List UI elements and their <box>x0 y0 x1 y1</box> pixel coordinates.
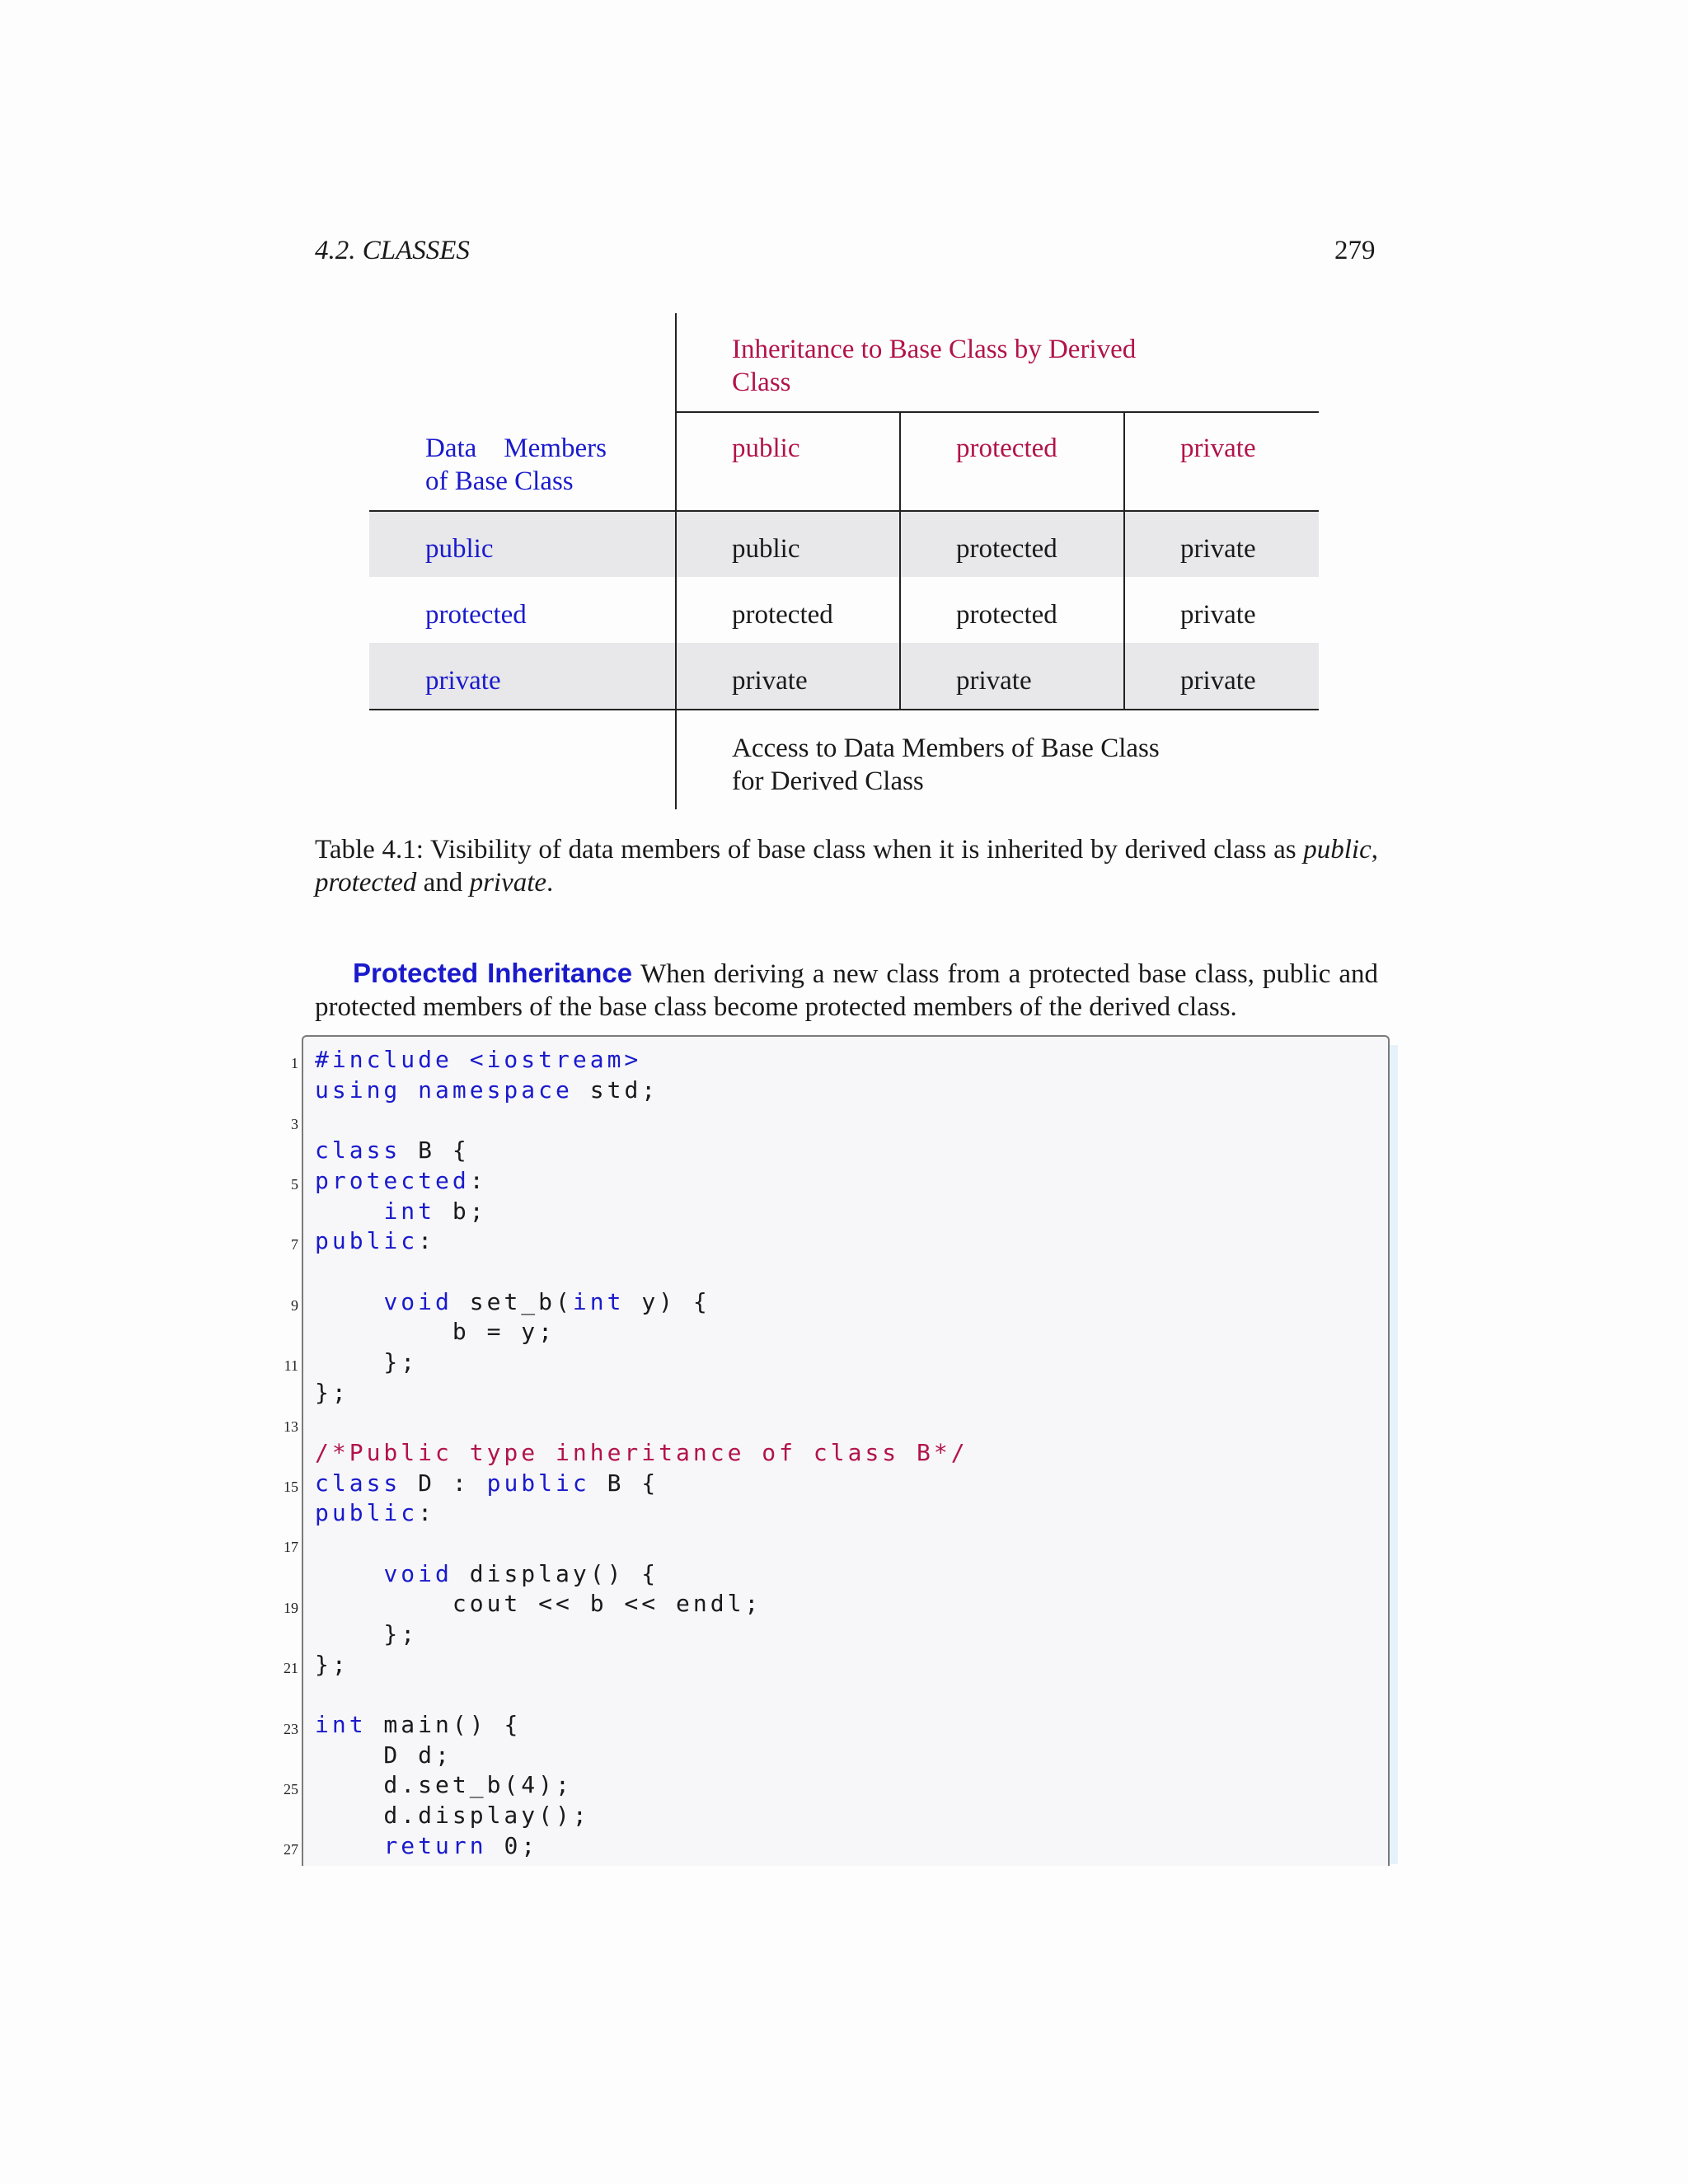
column-header-public: public <box>732 434 800 463</box>
line-number: 23 <box>284 1721 298 1737</box>
line-number: 15 <box>284 1479 298 1495</box>
code-line: public: <box>315 1227 436 1254</box>
code-keyword: protected <box>315 1167 470 1194</box>
code-keyword: public <box>486 1469 590 1497</box>
table-cell: private <box>1180 666 1256 696</box>
caption-emphasis-protected: protected <box>315 868 417 898</box>
code-comment: /*Public type inheritance of class B*/ <box>315 1439 968 1466</box>
line-number: 1 <box>291 1055 298 1071</box>
line-number: 17 <box>284 1539 298 1555</box>
table-cell: protected <box>956 534 1057 564</box>
table-caption <box>315 833 1378 899</box>
code-line: class B { <box>315 1137 470 1164</box>
table-cell: private <box>956 666 1032 696</box>
paragraph-text: When deriving a new class from a protected base class, public and protected members of the base class become protected members of the derived class. <box>315 959 1378 1022</box>
column-header-private: private <box>1180 434 1256 463</box>
table-cell: private <box>732 666 808 696</box>
row-header-line1: Data Members <box>425 434 607 463</box>
column-group-header-line2: Class <box>732 368 791 397</box>
row-shade <box>369 511 1319 577</box>
section-heading: 4.2. CLASSES <box>315 236 470 265</box>
line-number: 21 <box>284 1660 298 1676</box>
code-keyword: return <box>383 1832 487 1859</box>
table-hline <box>369 510 1319 512</box>
line-number: 25 <box>284 1781 298 1797</box>
line-number: 7 <box>291 1236 298 1253</box>
line-number: 19 <box>284 1600 298 1616</box>
code-keyword: int <box>315 1711 367 1738</box>
line-number: 27 <box>284 1841 298 1858</box>
code-keyword: int <box>383 1197 436 1225</box>
table-cell: protected <box>956 600 1057 630</box>
code-keyword: using namespace <box>315 1076 573 1104</box>
table-cell: public <box>732 534 800 564</box>
row-label-private: private <box>425 666 501 696</box>
code-line: }; <box>315 1651 349 1678</box>
code-line: int main() { <box>315 1711 522 1738</box>
code-line: }; <box>315 1379 349 1406</box>
table-cell: protected <box>732 600 833 630</box>
table-vline <box>1123 412 1125 709</box>
code-keyword: void <box>383 1288 452 1315</box>
code-line: b = y; <box>315 1318 556 1345</box>
code-keyword: public <box>315 1227 419 1254</box>
caption-emphasis-private: private <box>469 868 547 898</box>
code-line: }; <box>315 1348 419 1376</box>
code-line: return 0; <box>383 1832 539 1859</box>
code-line: d.set_b(4); <box>315 1771 573 1798</box>
code-line: class D : public B { <box>315 1469 659 1497</box>
code-line: }; <box>315 1620 419 1647</box>
line-number: 11 <box>284 1357 298 1374</box>
body-paragraph <box>315 957 1378 1024</box>
caption-separator: , <box>1371 835 1378 865</box>
code-line: cout << b << endl; <box>315 1590 762 1617</box>
code-line: void display() { <box>383 1560 659 1587</box>
code-keyword: public <box>315 1499 419 1526</box>
line-number: 3 <box>291 1116 298 1132</box>
code-keyword: int <box>572 1288 625 1315</box>
code-line: protected: <box>315 1167 487 1194</box>
code-keyword: class <box>315 1137 401 1164</box>
paragraph-heading: Protected Inheritance <box>353 958 633 988</box>
table-hline <box>676 411 1319 413</box>
line-number: 5 <box>291 1176 298 1193</box>
caption-emphasis-public: public <box>1303 835 1372 865</box>
row-label-protected: protected <box>425 600 527 630</box>
table-hline <box>369 709 1319 710</box>
table-footer-line1: Access to Data Members of Base Class <box>732 733 1160 763</box>
code-line: void set_b(int y) { <box>383 1288 710 1315</box>
code-line: d.display(); <box>315 1802 590 1829</box>
line-number: 9 <box>291 1297 298 1314</box>
table-cell: private <box>1180 600 1256 630</box>
table-cell: private <box>1180 534 1256 564</box>
code-line: using namespace std; <box>315 1076 659 1104</box>
caption-text: Table 4.1: Visibility of data members of base class when it is inherited by derived class as <box>315 835 1304 865</box>
line-number: 13 <box>284 1418 298 1435</box>
code-line: #include <iostream> <box>315 1046 642 1073</box>
table-vline <box>899 412 901 709</box>
row-shade <box>369 643 1319 709</box>
caption-separator: and <box>416 868 470 898</box>
page-number: 279 <box>1334 236 1376 265</box>
code-line: public: <box>315 1499 436 1526</box>
row-header-line2: of Base Class <box>425 466 574 496</box>
column-group-header-line1: Inheritance to Base Class by Derived <box>732 335 1137 364</box>
column-header-protected: protected <box>956 434 1057 463</box>
code-line: D d; <box>315 1741 452 1769</box>
code-keyword: void <box>383 1560 452 1587</box>
code-line: int b; <box>383 1197 487 1225</box>
table-footer-line2: for Derived Class <box>732 766 924 796</box>
table-vline <box>675 313 677 809</box>
caption-end: . <box>546 868 554 898</box>
code-keyword: class <box>315 1469 401 1497</box>
row-label-public: public <box>425 534 494 564</box>
